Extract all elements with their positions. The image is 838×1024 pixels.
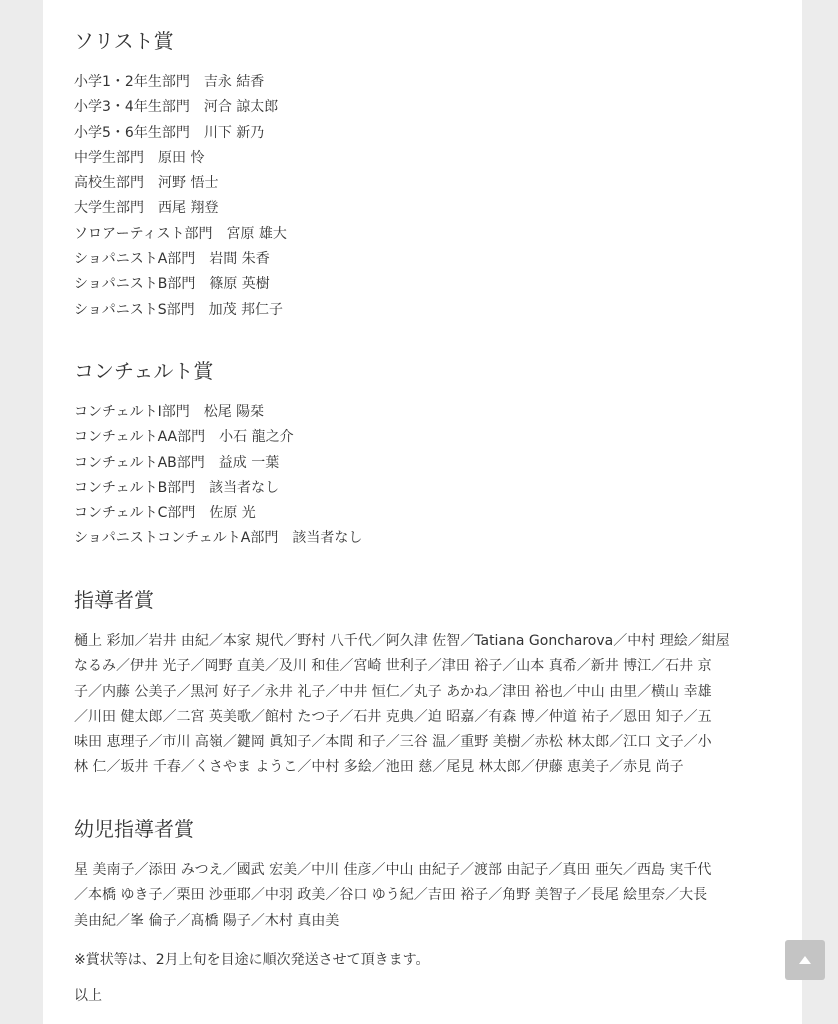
text-line: 子／内藤 公美子／黒河 好子／永井 礼子／中井 恒仁／丸子 あかね／津田 裕也／中山 由里／横山 幸雄 xyxy=(74,683,712,700)
text-line: 美由紀／峯 倫子／髙橋 陽子／木村 真由美 xyxy=(74,912,340,929)
instructor-names xyxy=(74,629,774,781)
section-concerto-award xyxy=(74,354,774,552)
text-line: 星 美南子／添田 みつえ／國武 宏美／中川 佳彦／中山 由紀子／渡部 由記子／真田 亜矢／西島 実千代 xyxy=(74,862,712,878)
list-item: ソロアーティスト部門 宮原 雄大 xyxy=(74,225,287,242)
section-heading: 幼児指導者賞 xyxy=(74,817,194,841)
text-line: ／本橋 ゆき子／栗田 沙亜耶／中羽 政美／谷口 ゆう紀／吉田 裕子／角野 美智子／長尾 絵里奈／大長 xyxy=(74,887,708,904)
list-item: コンチェルトC部門 佐原 光 xyxy=(74,505,256,522)
list-item: 大学生部門 西尾 翔登 xyxy=(74,200,219,217)
list-item: 小学3・4年生部門 河合 諒太郎 xyxy=(74,99,279,116)
award-list xyxy=(74,70,774,323)
section-heading: 指導者賞 xyxy=(74,588,154,612)
shipping-note: ※賞状等は、2月上旬を目途に順次発送させて頂きます。 xyxy=(74,952,430,968)
closing-text: 以上 xyxy=(74,988,102,1004)
article-page xyxy=(43,0,802,1024)
award-list xyxy=(74,400,774,552)
section-heading: コンチェルト賞 xyxy=(74,359,214,383)
section-heading: ソリスト賞 xyxy=(74,29,174,53)
section-child-instructor-award xyxy=(74,812,774,934)
list-item: ショパニストS部門 加茂 邦仁子 xyxy=(74,301,284,318)
text-line: 樋上 彩加／岩井 由紀／本家 規代／野村 八千代／阿久津 佐智／Tatiana Goncharova／中村 理絵／紺屋 xyxy=(74,633,730,649)
back-to-top-button[interactable] xyxy=(785,940,825,980)
list-item: コンチェルトAB部門 益成 一葉 xyxy=(74,454,280,471)
section-soloist-award xyxy=(74,24,774,323)
text-line: 林 仁／坂井 千春／くさやま ようこ／中村 多絵／池田 慈／尾見 林太郎／伊藤 恵美子／赤見 尚子 xyxy=(74,759,684,776)
list-item: 中学生部門 原田 怜 xyxy=(74,149,205,166)
text-line: なるみ／伊井 光子／岡野 直美／及川 和佳／宮崎 世利子／津田 裕子／山本 真希／新井 博江／石井 京 xyxy=(74,658,712,675)
list-item: 高校生部門 河野 悟士 xyxy=(74,175,219,192)
list-item: 小学5・6年生部門 川下 新乃 xyxy=(74,124,265,141)
list-item: コンチェルトAA部門 小石 龍之介 xyxy=(74,429,294,446)
list-item: コンチェルトI部門 松尾 陽栞 xyxy=(74,404,265,420)
list-item: ショパニストコンチェルトA部門 該当者なし xyxy=(74,530,363,547)
list-item: コンチェルトB部門 該当者なし xyxy=(74,479,280,496)
list-item: ショパニストA部門 岩間 朱香 xyxy=(74,251,270,268)
list-item: ショパニストB部門 篠原 英樹 xyxy=(74,276,270,293)
chevron-up-icon xyxy=(798,955,812,965)
list-item: 小学1・2年生部門 吉永 結香 xyxy=(74,74,265,90)
child-instructor-names xyxy=(74,858,774,934)
text-line: 味田 恵理子／市川 高嶺／鍵岡 眞知子／本間 和子／三谷 温／重野 美樹／赤松 林太郎／江口 文子／小 xyxy=(74,734,712,751)
section-instructor-award xyxy=(74,583,774,781)
text-line: ／川田 健太郎／二宮 英美歌／館村 たつ子／石井 克典／迫 昭嘉／有森 博／仲道 祐子／恩田 知子／五 xyxy=(74,708,712,725)
